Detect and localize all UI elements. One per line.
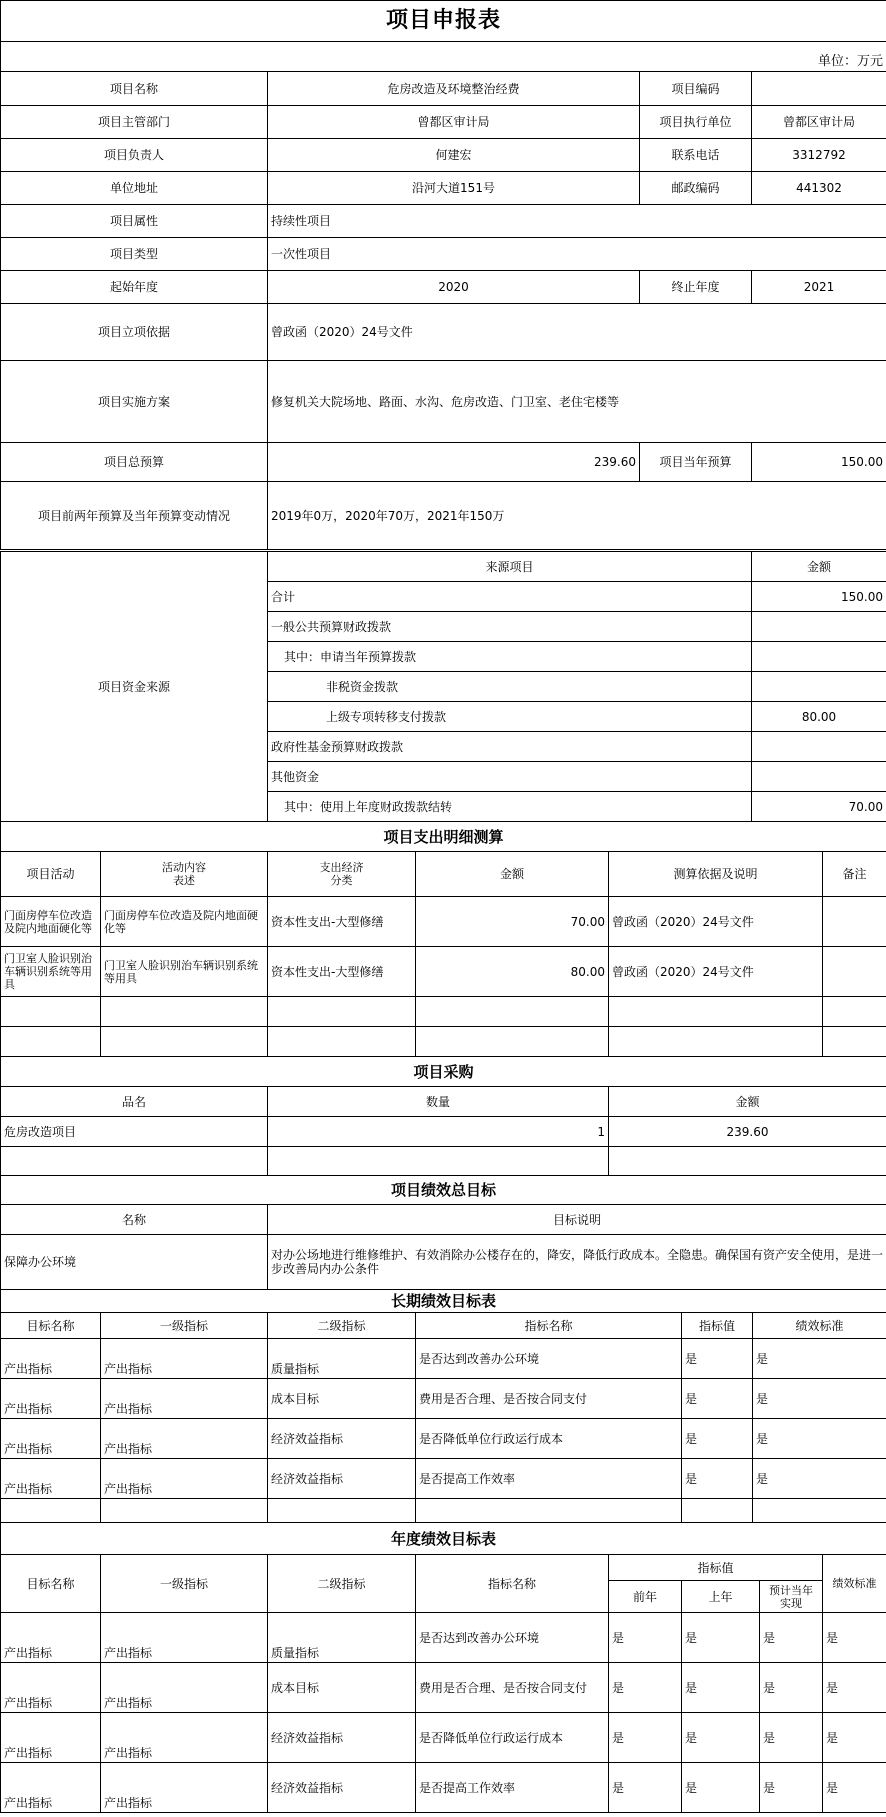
an-name: 是否达到改善办公环境 — [416, 1613, 609, 1663]
expense-table — [0, 821, 886, 1057]
info-table — [0, 0, 886, 550]
funding-row-name: 上级专项转移支付拨款 — [268, 702, 752, 732]
long-term-table — [0, 1289, 886, 1523]
lt-l2: 经济效益指标 — [268, 1459, 416, 1499]
annual-value-header: 前年 — [609, 1581, 682, 1613]
lt-goal: 产出指标 — [1, 1459, 101, 1499]
annual-header: 二级指标 — [268, 1555, 416, 1613]
funding-row-amount: 80.00 — [752, 702, 886, 732]
procurement-section — [0, 1056, 886, 1176]
funding-row-name: 其中：使用上年度财政拨款结转 — [268, 792, 752, 822]
an-goal: 产出指标 — [1, 1713, 101, 1763]
expense-content: 门面房停车位改造及院内地面硬化等 — [101, 897, 268, 947]
current-budget-value: 150.00 — [752, 443, 886, 482]
funding-label: 项目资金来源 — [1, 552, 268, 822]
basis-value: 曾政函（2020）24号文件 — [268, 304, 886, 361]
expense-amount: 70.00 — [416, 897, 609, 947]
expense-basis: 曾政函（2020）24号文件 — [609, 947, 823, 997]
procurement-table — [0, 1056, 886, 1176]
long-term-section — [0, 1289, 886, 1523]
an-l2: 成本目标 — [268, 1663, 416, 1713]
an-std: 是 — [823, 1663, 886, 1713]
expense-activity: 门面房停车位改造及院内地面硬化等 — [1, 897, 101, 947]
lt-value: 是 — [682, 1339, 753, 1379]
an-v2: 是 — [682, 1713, 760, 1763]
an-v3: 是 — [760, 1713, 823, 1763]
phone-value: 3312792 — [752, 139, 886, 172]
lt-std: 是 — [753, 1459, 886, 1499]
plan-value: 修复机关大院场地、路面、水沟、危房改造、门卫室、老住宅楼等 — [268, 361, 886, 443]
long-term-header: 二级指标 — [268, 1313, 416, 1339]
funding-row-name: 其中：申请当年预算拨款 — [268, 642, 752, 672]
funding-row-name: 其他资金 — [268, 762, 752, 792]
annual-header: 目标名称 — [1, 1555, 101, 1613]
an-goal: 产出指标 — [1, 1663, 101, 1713]
an-goal: 产出指标 — [1, 1763, 101, 1813]
end-year-label: 终止年度 — [640, 271, 752, 304]
an-l1: 产出指标 — [101, 1613, 268, 1663]
perf-total-title: 项目绩效总目标 — [1, 1176, 886, 1205]
funding-row-amount — [752, 762, 886, 792]
expense-basis: 曾政函（2020）24号文件 — [609, 897, 823, 947]
lt-std: 是 — [753, 1379, 886, 1419]
table-row — [1, 1379, 886, 1419]
expense-header: 备注 — [823, 852, 886, 897]
procurement-header: 数量 — [268, 1087, 609, 1117]
procurement-name: 危房改造项目 — [1, 1117, 268, 1147]
lt-std: 是 — [753, 1339, 886, 1379]
an-l2: 质量指标 — [268, 1613, 416, 1663]
lt-std: 是 — [753, 1419, 886, 1459]
attribute-label: 项目属性 — [1, 205, 268, 238]
lt-goal: 产出指标 — [1, 1339, 101, 1379]
an-v2: 是 — [682, 1663, 760, 1713]
funding-table — [0, 551, 886, 822]
lt-l2: 质量指标 — [268, 1339, 416, 1379]
table-row — [1, 1027, 886, 1057]
total-budget-value: 239.60 — [268, 443, 640, 482]
expense-section — [0, 821, 886, 1057]
leader-value: 何建宏 — [268, 139, 640, 172]
annual-value-header: 预计当年 实现 — [760, 1581, 823, 1613]
dept-value: 曾都区审计局 — [268, 106, 640, 139]
lt-l1: 产出指标 — [101, 1419, 268, 1459]
table-row — [1, 1117, 886, 1147]
an-goal: 产出指标 — [1, 1613, 101, 1663]
annual-header: 指标值 — [609, 1555, 823, 1581]
funding-row-name: 政府性基金预算财政拨款 — [268, 732, 752, 762]
an-v1: 是 — [609, 1713, 682, 1763]
funding-row-amount — [752, 642, 886, 672]
an-l1: 产出指标 — [101, 1763, 268, 1813]
long-term-header: 绩效标准 — [753, 1313, 886, 1339]
long-term-header: 一级指标 — [101, 1313, 268, 1339]
an-l1: 产出指标 — [101, 1713, 268, 1763]
project-code-value — [752, 72, 886, 106]
total-budget-label: 项目总预算 — [1, 443, 268, 482]
perf-total-header: 目标说明 — [268, 1205, 886, 1235]
long-term-title: 长期绩效目标表 — [1, 1290, 886, 1313]
expense-category: 资本性支出-大型修缮 — [268, 897, 416, 947]
perf-total-header: 名称 — [1, 1205, 268, 1235]
lt-l2: 成本目标 — [268, 1379, 416, 1419]
type-value: 一次性项目 — [268, 238, 886, 271]
lt-value: 是 — [682, 1419, 753, 1459]
perf-total-section — [0, 1175, 886, 1290]
an-std: 是 — [823, 1763, 886, 1813]
funding-row-amount — [752, 612, 886, 642]
expense-header: 金额 — [416, 852, 609, 897]
annual-header: 一级指标 — [101, 1555, 268, 1613]
perf-total-table — [0, 1175, 886, 1290]
expense-header: 项目活动 — [1, 852, 101, 897]
phone-label: 联系电话 — [640, 139, 752, 172]
attribute-value: 持续性项目 — [268, 205, 886, 238]
funding-row-amount: 70.00 — [752, 792, 886, 822]
table-row — [1, 1713, 886, 1763]
expense-header: 测算依据及说明 — [609, 852, 823, 897]
type-label: 项目类型 — [1, 238, 268, 271]
an-v2: 是 — [682, 1763, 760, 1813]
funding-row-name: 合计 — [268, 582, 752, 612]
dept-label: 项目主管部门 — [1, 106, 268, 139]
expense-amount: 80.00 — [416, 947, 609, 997]
an-v3: 是 — [760, 1663, 823, 1713]
long-term-header: 指标值 — [682, 1313, 753, 1339]
table-row — [1, 1339, 886, 1379]
table-row — [1, 897, 886, 947]
lt-name: 是否降低单位行政运行成本 — [416, 1419, 682, 1459]
an-v1: 是 — [609, 1763, 682, 1813]
expense-header: 支出经济 分类 — [268, 852, 416, 897]
lt-l2: 经济效益指标 — [268, 1419, 416, 1459]
annual-section — [0, 1522, 886, 1813]
project-name-label: 项目名称 — [1, 72, 268, 106]
lt-l1: 产出指标 — [101, 1339, 268, 1379]
funding-header-amount: 金额 — [752, 552, 886, 582]
leader-label: 项目负责人 — [1, 139, 268, 172]
lt-name: 费用是否合理、是否按合同支付 — [416, 1379, 682, 1419]
funding-row-name: 非税资金拨款 — [268, 672, 752, 702]
table-row — [1, 1663, 886, 1713]
an-name: 是否提高工作效率 — [416, 1763, 609, 1813]
procurement-header: 品名 — [1, 1087, 268, 1117]
project-name-value: 危房改造及环境整治经费 — [268, 72, 640, 106]
lt-value: 是 — [682, 1459, 753, 1499]
funding-row-name: 一般公共预算财政拨款 — [268, 612, 752, 642]
table-row — [1, 1499, 886, 1523]
lt-value: 是 — [682, 1379, 753, 1419]
postcode-label: 邮政编码 — [640, 172, 752, 205]
an-std: 是 — [823, 1613, 886, 1663]
address-label: 单位地址 — [1, 172, 268, 205]
annual-header: 指标名称 — [416, 1555, 609, 1613]
lt-l1: 产出指标 — [101, 1379, 268, 1419]
an-v1: 是 — [609, 1613, 682, 1663]
funding-row-amount — [752, 732, 886, 762]
long-term-header: 目标名称 — [1, 1313, 101, 1339]
basis-label: 项目立项依据 — [1, 304, 268, 361]
expense-category: 资本性支出-大型修缮 — [268, 947, 416, 997]
end-year-value: 2021 — [752, 271, 886, 304]
an-v1: 是 — [609, 1663, 682, 1713]
an-name: 是否降低单位行政运行成本 — [416, 1713, 609, 1763]
info-section — [0, 0, 886, 550]
procurement-qty: 1 — [268, 1117, 609, 1147]
expense-activity: 门卫室人脸识别治车辆识别系统等用具 — [1, 947, 101, 997]
table-row — [1, 1763, 886, 1813]
table-row — [1, 1459, 886, 1499]
lt-goal: 产出指标 — [1, 1379, 101, 1419]
an-name: 费用是否合理、是否按合同支付 — [416, 1663, 609, 1713]
annual-title: 年度绩效目标表 — [1, 1523, 886, 1555]
lt-name: 是否提高工作效率 — [416, 1459, 682, 1499]
funding-section — [0, 551, 886, 822]
expense-content: 门卫室人脸识别治车辆识别系统等用具 — [101, 947, 268, 997]
funding-row-amount — [752, 672, 886, 702]
table-row — [1, 947, 886, 997]
an-v2: 是 — [682, 1613, 760, 1663]
lt-name: 是否达到改善办公环境 — [416, 1339, 682, 1379]
procurement-header: 金额 — [609, 1087, 886, 1117]
annual-table — [0, 1522, 886, 1813]
an-v3: 是 — [760, 1763, 823, 1813]
lt-l1: 产出指标 — [101, 1459, 268, 1499]
start-year-label: 起始年度 — [1, 271, 268, 304]
expense-title: 项目支出明细测算 — [1, 822, 886, 852]
table-row — [1, 1147, 886, 1176]
unit-label: 单位：万元 — [1, 42, 886, 72]
project-code-label: 项目编码 — [640, 72, 752, 106]
expense-note — [823, 897, 886, 947]
table-row — [1, 1419, 886, 1459]
funding-row-amount: 150.00 — [752, 582, 886, 612]
procurement-title: 项目采购 — [1, 1057, 886, 1087]
an-l2: 经济效益指标 — [268, 1713, 416, 1763]
address-value: 沿河大道151号 — [268, 172, 640, 205]
perf-total-name: 保障办公环境 — [1, 1235, 268, 1290]
table-row — [1, 1613, 886, 1663]
an-l2: 经济效益指标 — [268, 1763, 416, 1813]
perf-total-desc: 对办公场地进行维修维护、有效消除办公楼存在的，降安，降低行政成本。全隐患。确保国有资产安全使用，是进一步改善局内办公条件 — [268, 1235, 886, 1290]
postcode-value: 441302 — [752, 172, 886, 205]
table-row — [1, 997, 886, 1027]
annual-header: 绩效标准 — [823, 1555, 886, 1613]
procurement-amount: 239.60 — [609, 1117, 886, 1147]
budget-change-value: 2019年0万，2020年70万，2021年150万 — [268, 482, 886, 550]
expense-header: 活动内容 表述 — [101, 852, 268, 897]
current-budget-label: 项目当年预算 — [640, 443, 752, 482]
expense-note — [823, 947, 886, 997]
exec-unit-value: 曾都区审计局 — [752, 106, 886, 139]
long-term-header: 指标名称 — [416, 1313, 682, 1339]
an-std: 是 — [823, 1713, 886, 1763]
an-l1: 产出指标 — [101, 1663, 268, 1713]
exec-unit-label: 项目执行单位 — [640, 106, 752, 139]
plan-label: 项目实施方案 — [1, 361, 268, 443]
start-year-value: 2020 — [268, 271, 640, 304]
lt-goal: 产出指标 — [1, 1419, 101, 1459]
funding-header-source: 来源项目 — [268, 552, 752, 582]
annual-value-header: 上年 — [682, 1581, 760, 1613]
budget-change-label: 项目前两年预算及当年预算变动情况 — [1, 482, 268, 550]
an-v3: 是 — [760, 1613, 823, 1663]
page-title: 项目申报表 — [1, 1, 886, 42]
